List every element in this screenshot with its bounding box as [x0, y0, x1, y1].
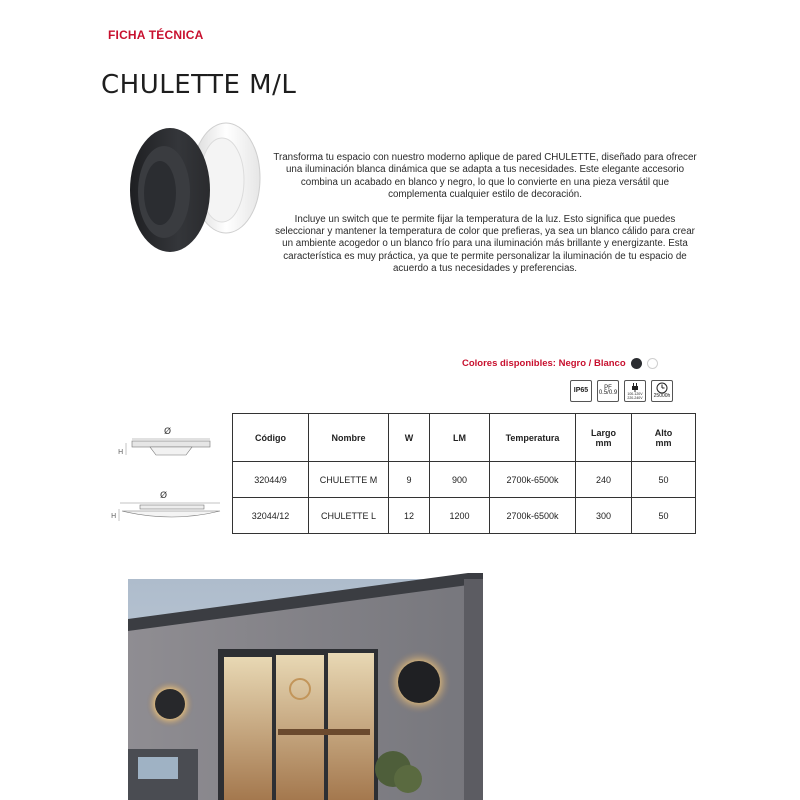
table-header-row [233, 414, 696, 462]
drawing-model-l [111, 490, 220, 521]
available-colors [462, 358, 658, 369]
height-symbol-l: H [111, 512, 117, 520]
header-w: W [389, 414, 430, 462]
spec-badges [570, 380, 673, 402]
cell-w: 12 [389, 498, 430, 534]
drawing-model-m [118, 426, 210, 456]
product-image [118, 118, 266, 254]
cell-lm: 1200 [430, 498, 490, 534]
header-largo-text: Largo mm [590, 427, 616, 448]
header-temperatura: Temperatura [490, 414, 576, 462]
height-symbol-m: H [118, 448, 124, 456]
ip-rating-badge: IP65 [570, 380, 592, 402]
header-largo [576, 414, 632, 462]
diameter-symbol-l: Ø [160, 491, 168, 501]
cell-temperatura: 2700k-6500k [490, 462, 576, 498]
cell-nombre: CHULETTE L [309, 498, 389, 534]
installation-photo [128, 579, 483, 800]
document-header-label: FICHA TÉCNICA [108, 28, 204, 42]
header-alto [632, 414, 696, 462]
voltage-badge [624, 380, 646, 402]
power-factor-badge [597, 380, 619, 402]
header-codigo: Código [233, 414, 309, 462]
table-row [233, 462, 696, 498]
voltage-line-2: 220-240V [627, 395, 643, 400]
voltage-line-1: 100-120V [627, 391, 643, 396]
cell-temperatura: 2700k-6500k [490, 498, 576, 534]
cell-alto: 50 [632, 462, 696, 498]
cell-largo: 300 [576, 498, 632, 534]
header-alto-text: Alto mm [654, 427, 673, 448]
pf-title: PF [604, 384, 612, 391]
lifetime-value: 25000h [653, 393, 671, 400]
cell-lm: 900 [430, 462, 490, 498]
product-title: CHULETTE M/L [101, 70, 297, 100]
cell-largo: 240 [576, 462, 632, 498]
header-lm: LM [430, 414, 490, 462]
cell-nombre: CHULETTE M [309, 462, 389, 498]
technical-drawing [111, 425, 226, 525]
header-nombre: Nombre [309, 414, 389, 462]
cell-alto: 50 [632, 498, 696, 534]
table-row [233, 498, 696, 534]
cell-codigo: 32044/12 [233, 498, 309, 534]
specifications-table [232, 413, 696, 534]
plug-icon [630, 383, 640, 392]
cell-w: 9 [389, 462, 430, 498]
product-description [272, 152, 698, 288]
color-swatch-white [647, 358, 658, 369]
color-swatch-black [631, 358, 642, 369]
description-paragraph-2: Incluye un switch que te permite fijar la temperatura de la luz. Esto significa que puedes seleccionar y mantener la temperatura de color que prefieras, ya sea un blanco cálido para crear un ambiente acogedor o un blanco frío para una iluminación más brillante y energizante. Esta característica es muy práctica, ya que te permite personalizar la iluminación de tu espacio de acuerdo a tus necesidades y preferencias. [275, 213, 695, 275]
lifetime-badge [651, 380, 673, 402]
available-colors-label: Colores disponibles: Negro / Blanco [462, 358, 626, 369]
pf-value: 0.5/0.9 [598, 390, 618, 396]
cell-codigo: 32044/9 [233, 462, 309, 498]
diameter-symbol-m: Ø [164, 427, 172, 437]
description-paragraph-1: Transforma tu espacio con nuestro moderno aplique de pared CHULETTE, diseñado para ofrecer una iluminación blanca dinámica que se adapta a tus necesidades. Este elegante accesorio combina un acabado en blanco y negro, lo que lo convierte en una pieza versátil que complementa cualquier estilo de decoración. [273, 152, 697, 201]
